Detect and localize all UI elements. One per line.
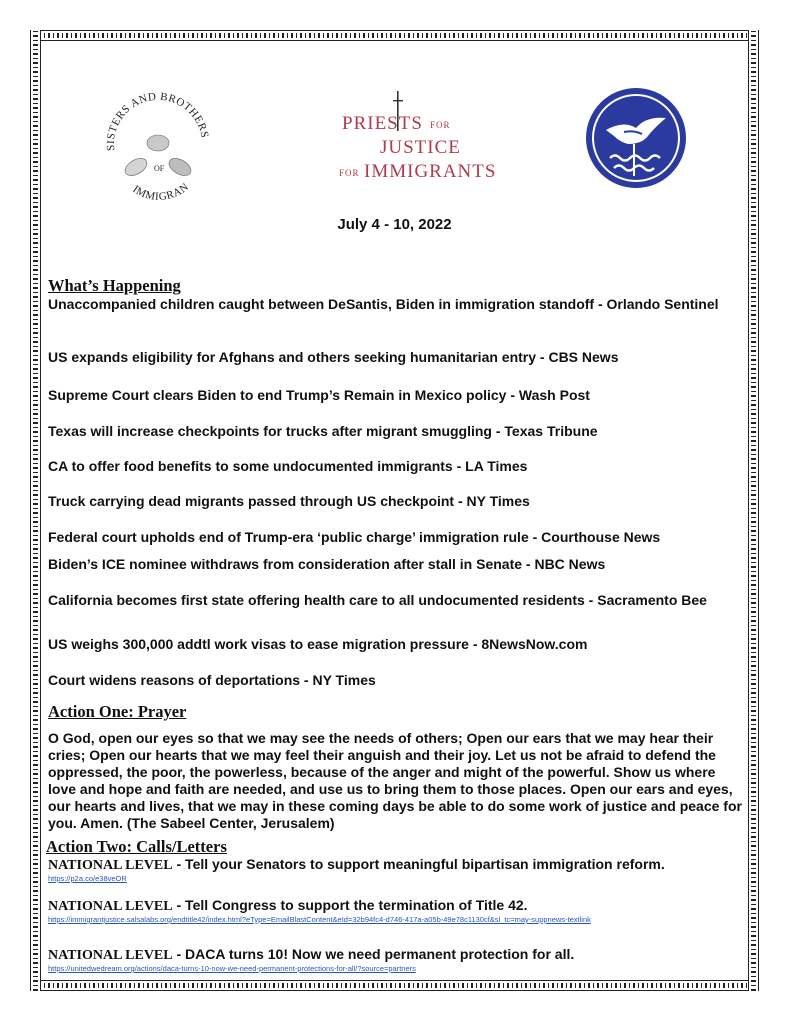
svg-text:SISTERS AND BROTHERS: SISTERS AND BROTHERS [104, 91, 211, 152]
sisters-brothers-logo [98, 91, 218, 211]
bulletin-date: July 4 - 10, 2022 [337, 216, 452, 233]
call-link[interactable]: https://unitedwedream.org/actions/daca-turns-10-now-we-need-permanent-protections-for-all/?source=partners [48, 964, 416, 973]
news-item[interactable]: Texas will increase checkpoints for trucks after migrant smuggling - Texas Tribune [48, 423, 598, 439]
logo-line-priests: PRIESTS [342, 113, 423, 134]
page-border-right [748, 30, 759, 991]
svg-text:OF: OF [154, 164, 165, 173]
action-one-heading: Action One: Prayer [48, 702, 187, 721]
news-item[interactable]: CA to offer food benefits to some undocumented immigrants - LA Times [48, 458, 528, 474]
page-border-left [30, 30, 41, 991]
call-level: NATIONAL LEVEL [48, 858, 173, 873]
call-text: - Tell your Senators to support meaningful bipartisan immigration reform. [172, 856, 665, 872]
svg-text:IMMIGRANTS: IMMIGRAN [130, 180, 192, 203]
logo-line-for-2: FOR [339, 168, 360, 178]
prayer-text: O God, open our eyes so that we may see the needs of others; Open our ears that we may hear their cries; Open our hearts that we may feel their anguish and their joy. Let us not be afraid to defend the oppressed, the poor, the powerless, because of the anger and might of the powerful. Show us where love and hope and faith are needed, and use us to bring them to those places. Open our ears and eyes, our hearts and lives, that we may in these coming days be able to do some work of justice and peace for you. Amen. (The Sabeel Center, Jerusalem) [48, 730, 742, 831]
news-item[interactable]: US weighs 300,000 addtl work visas to ease migration pressure - 8NewsNow.com [48, 636, 588, 652]
news-item[interactable]: Biden’s ICE nominee withdraws from consideration after stall in Senate - NBC News [48, 556, 606, 572]
call-text: - Tell Congress to support the termination of Title 42. [172, 897, 528, 913]
call-link[interactable]: https://immigrantjustice.salsalabs.org/endtitle42/index.html?eType=EmailBlastContent&eId=32b94fc4-d746-417a-a05b-49e78c1130cf&sl_tc=may-suppnews-textlink [48, 915, 591, 924]
news-item[interactable]: Truck carrying dead migrants passed through US checkpoint - NY Times [48, 493, 530, 509]
news-item[interactable]: US expands eligibility for Afghans and others seeking humanitarian entry - CBS News [48, 349, 619, 365]
news-item[interactable]: Unaccompanied children caught between DeSantis, Biden in immigration standoff - Orlando Sentinel [48, 296, 719, 312]
news-item[interactable]: Federal court upholds end of Trump-era ‘public charge’ immigration rule - Courthouse News [48, 529, 661, 545]
news-item[interactable]: Supreme Court clears Biden to end Trump’s Remain in Mexico policy - Wash Post [48, 387, 590, 403]
call-link[interactable]: https://p2a.co/e38veOR [48, 874, 127, 883]
dove-seal-logo [584, 86, 688, 190]
logo-line-immigrants: IMMIGRANTS [364, 161, 497, 182]
action-two-heading: Action Two: Calls/Letters [46, 837, 227, 856]
news-item[interactable]: Court widens reasons of deportations - NY Times [48, 672, 376, 688]
call-item [48, 897, 743, 924]
priests-for-justice-logo [326, 91, 497, 191]
news-item[interactable]: California becomes first state offering health care to all undocumented residents - Sacramento Bee [48, 592, 707, 608]
page-border-top [30, 30, 759, 41]
bulletin-page [46, 46, 743, 974]
logo-line-for-1: FOR [430, 120, 451, 130]
logo-line-justice: JUSTICE [380, 137, 461, 158]
page-border-bottom [30, 980, 759, 991]
whats-happening-heading: What’s Happening [48, 276, 181, 295]
call-item [48, 856, 743, 883]
call-text: - DACA turns 10! Now we need permanent protection for all. [172, 946, 575, 962]
call-level: NATIONAL LEVEL [48, 899, 173, 914]
call-item [48, 946, 743, 973]
call-level: NATIONAL LEVEL [48, 948, 173, 963]
